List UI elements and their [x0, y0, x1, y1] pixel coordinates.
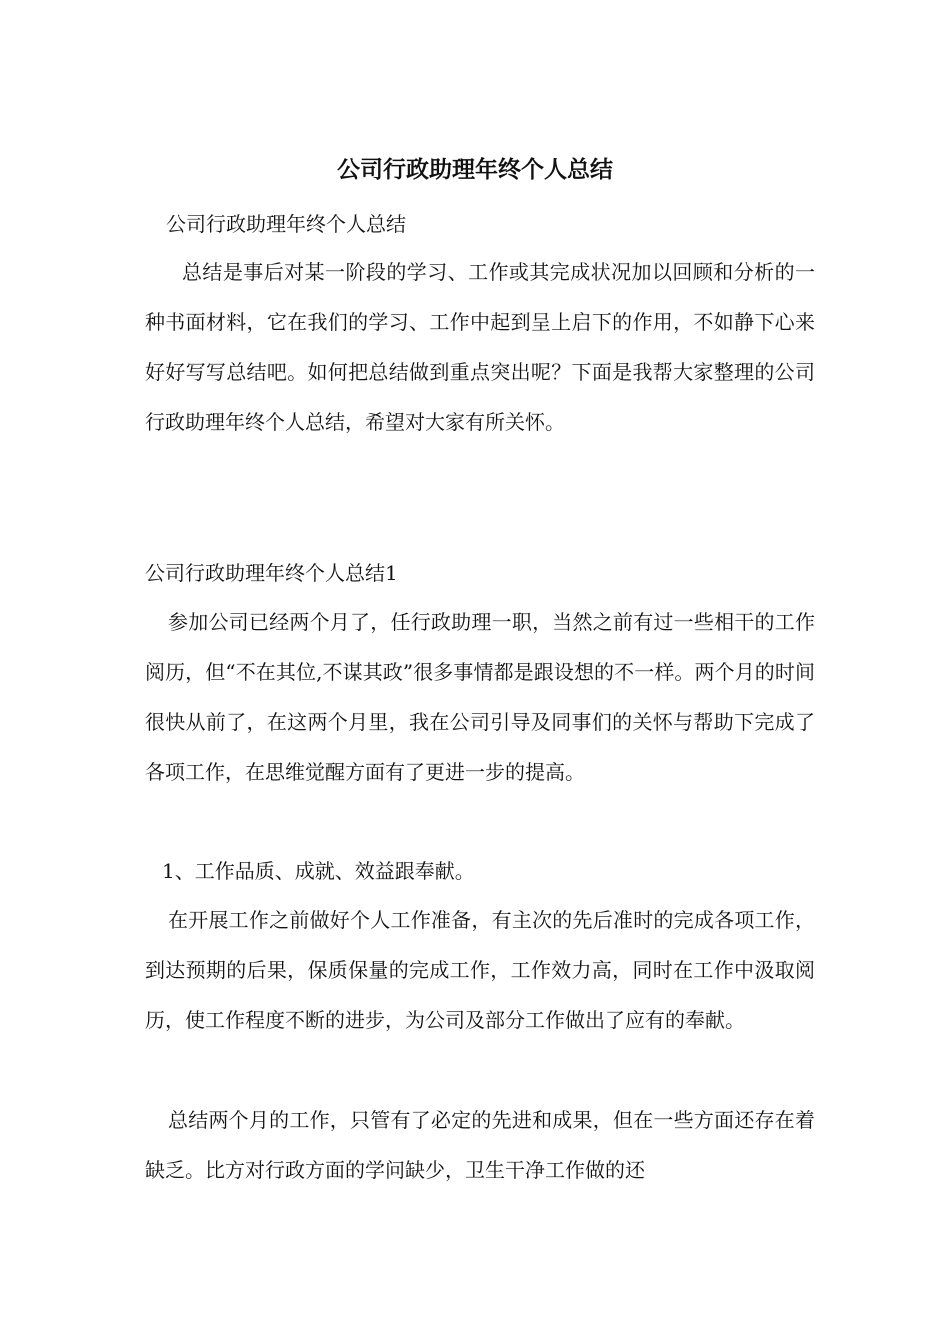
body-paragraph-1: 参加公司已经两个月了，任行政助理一职，当然之前有过一些相干的工作阅历，但“不在其位,不谋其政”很多事情都是跟设想的不一样。两个月的时间很快从前了，在这两个月里，我在公司引导及同事们的关怀与帮助下完成了各项工作，在思维觉醒方面有了更进一步的提高。	[145, 610, 815, 784]
document-subtitle: 公司行政助理年终个人总结	[166, 212, 406, 236]
section-heading: 公司行政助理年终个人总结1	[145, 561, 398, 585]
list-item-1: 1、工作品质、成就、效益跟奉献。	[162, 859, 475, 883]
body-paragraph-3: 总结两个月的工作，只管有了必定的先进和成果，但在一些方面还存在着缺乏。比方对行政方面的学问缺少，卫生干净工作做的还	[145, 1108, 815, 1182]
intro-paragraph: 总结是事后对某一阶段的学习、工作或其完成状况加以回顾和分析的一种书面材料，它在我们的学习、工作中起到呈上启下的作用，不如静下心来好好写写总结吧。如何把总结做到重点突出呢？下面是我帮大家整理的公司行政助理年终个人总结，希望对大家有所关怀。	[145, 260, 815, 434]
document-title: 公司行政助理年终个人总结	[337, 156, 613, 183]
body-paragraph-2: 在开展工作之前做好个人工作准备，有主次的先后准时的完成各项工作，到达预期的后果，保质保量的完成工作，工作效力高，同时在工作中汲取阅历，使工作程度不断的进步，为公司及部分工作做出了应有的奉献。	[145, 908, 815, 1032]
